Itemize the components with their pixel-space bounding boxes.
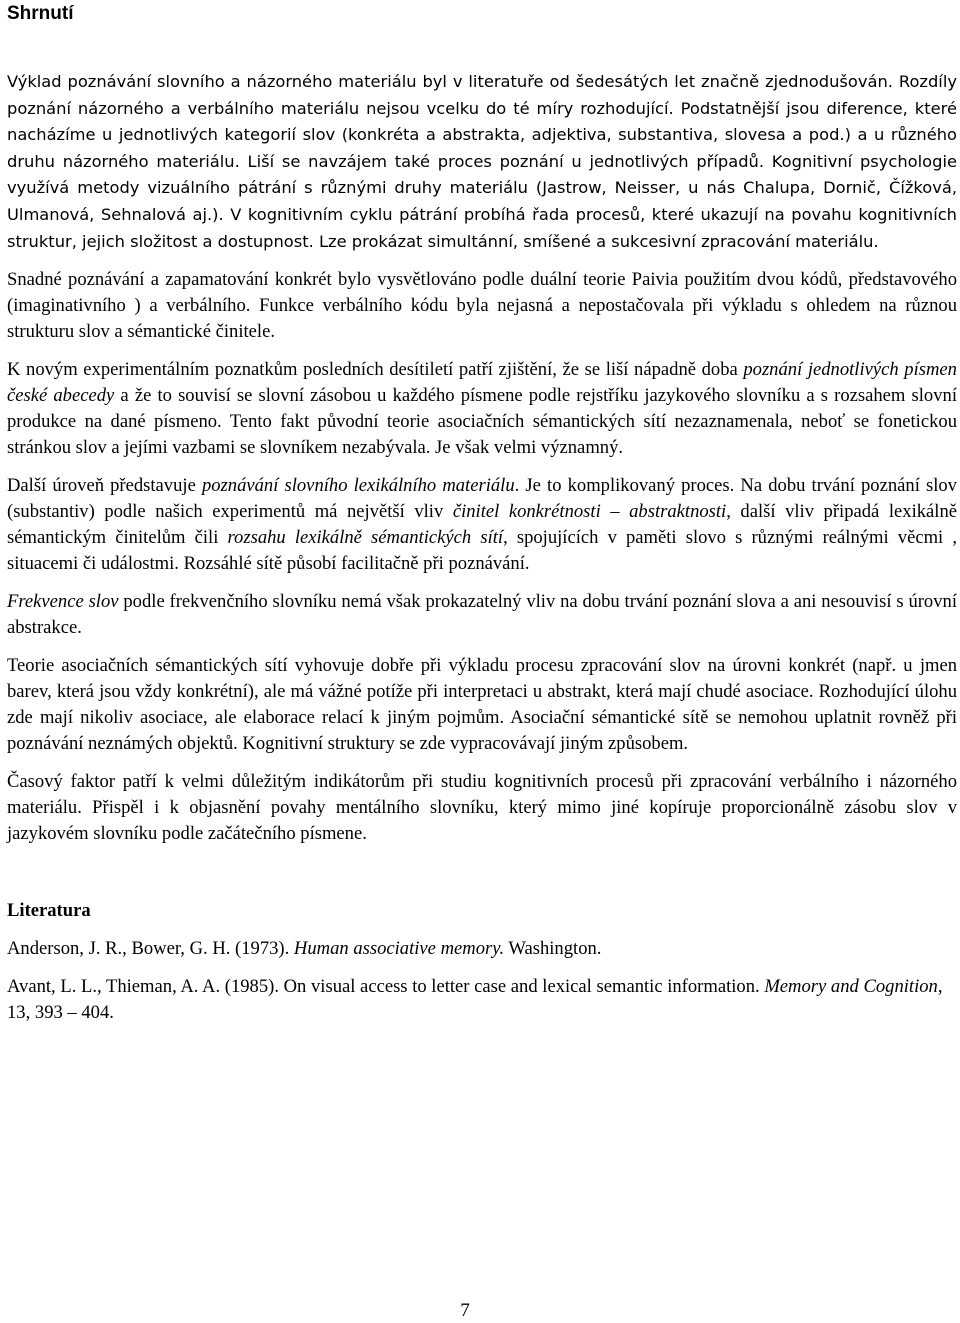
paragraph-text: . Je to komplikovaný proces. Na dobu trvání poznání slov (substantiv) podle našich experimentů má největší vliv [7, 475, 957, 523]
paragraph-summary-5 [7, 589, 957, 641]
reference-text: Avant, L. L., Thieman, A. A. (1985). On visual access to letter case and lexical semantic information. [7, 976, 765, 998]
paragraph-summary-3 [7, 357, 957, 461]
section-heading: Shrnutí [7, 3, 74, 24]
reference-text: , 13, 393 – 404. [7, 976, 943, 1024]
reference-item [7, 936, 957, 962]
reference-journal: Memory and Cognition [764, 976, 938, 998]
paragraph-summary-4 [7, 473, 957, 577]
emphasis-text: poznávání slovního lexikálního materiálu [201, 475, 515, 497]
reference-text: Washington. [504, 938, 602, 960]
literature-heading: Literatura [7, 900, 91, 922]
paragraph-text: Další úroveň představuje [7, 475, 202, 497]
paragraph-text: , další vliv připadá lexikálně sémantickým činitelům čili [7, 501, 957, 549]
paragraph-summary-7: Časový faktor patří k velmi důležitým indikátorům při studiu kognitivních procesů při zpracování verbálního i názorného materiálu. Přispěl i k objasnění povahy mentálního slovníku, který mimo jiné kopíruje proporcionálně zásobu slov v jazykovém slovníku podle začátečního písmene. [7, 771, 957, 845]
emphasis-text: rozsahu lexikálně sémantických sítí [227, 527, 504, 549]
paragraph-text: , spojujících v paměti slovo s různými reálnými věcmi , situacemi či událostmi. Rozsáhlé sítě působí facilitačně při poznávání. [7, 527, 957, 575]
paragraph-text: podle frekvenčního slovníku nemá však prokazatelný vliv na dobu trvání poznání slova a ani nesouvisí s úrovní abstrakce. [7, 591, 957, 639]
document-page [7, 0, 957, 1026]
paragraph-text: K novým experimentálním poznatkům posledních desítiletí patří zjištění, že se liší nápadně doba [7, 359, 744, 381]
reference-text: Anderson, J. R., Bower, G. H. (1973). [7, 938, 294, 960]
reference-item [7, 974, 957, 1026]
emphasis-text: činitel konkrétnosti – abstraktnosti [452, 501, 727, 523]
page-number: 7 [460, 1300, 470, 1321]
paragraph-summary-1: Výklad poznávání slovního a názorného materiálu byl v literatuře od šedesátých let značně zjednodušován. Rozdíly poznání názorného a verbálního materiálu nejsou vcelku do té míry rozhodující. Podstatnější jsou diference, které nacházíme u jednotlivých kategorií slov (konkréta a abstrakta, adjektiva, substantiva, slovesa a pod.) a u různého druhu názorného materiálu. Liší se navzájem také proces poznání u jednotlivých případů. Kognitivní psychologie využívá metody vizuálního pátrání s různými druhy materiálu (Jastrow, Neisser, u nás Chalupa, Dornič, Čížková, Ulmanová, Sehnalová aj.). V kognitivním cyklu pátrání probíhá řada procesů, které ukazují na povahu kognitivních struktur, jejich složitost a dostupnost. Lze prokázat simultánní, smíšené a sukcesivní zpracování materiálu. [7, 72, 957, 251]
paragraph-summary-2: Snadné poznávání a zapamatování konkrét bylo vysvětlováno podle duální teorie Paivia použitím dvou kódů, představového (imaginativního ) a verbálního. Funkce verbálního kódu byla nejasná a nepostačovala při výkladu s ohledem na různou strukturu slov a sémantické činitele. [7, 269, 957, 343]
paragraph-text: a že to souvisí se slovní zásobou u každého písmene podle rejstříku jazykového slovníku a s rozsahem slovní produkce na dané písmeno. Tento fakt původní teorie asociačních sémantických sítí nezaznamenala, neboť se fonetickou stránkou slov a jejími vazbami se slovníkem nezabývala. Je však velmi významný. [7, 385, 957, 459]
reference-title: Human associative memory. [293, 938, 505, 960]
emphasis-text: poznání jednotlivých písmen české abecedy [7, 359, 957, 407]
emphasis-text: Frekvence slov [7, 591, 119, 613]
paragraph-summary-6: Teorie asociačních sémantických sítí vyhovuje dobře při výkladu procesu zpracování slov na úrovni konkrét (např. u jmen barev, která jsou vždy konkrétní), ale má vážné potíže při interpretaci u abstrakt, která mají chudé asociace. Rozhodující úlohu zde mají nikoliv asociace, ale elaborace relací k jiným pojmům. Asociační sémantické sítě se nemohou uplatnit rovněž při poznávání neznámých objektů. Kognitivní struktury se zde vypracovávají jiným způsobem. [7, 655, 957, 755]
